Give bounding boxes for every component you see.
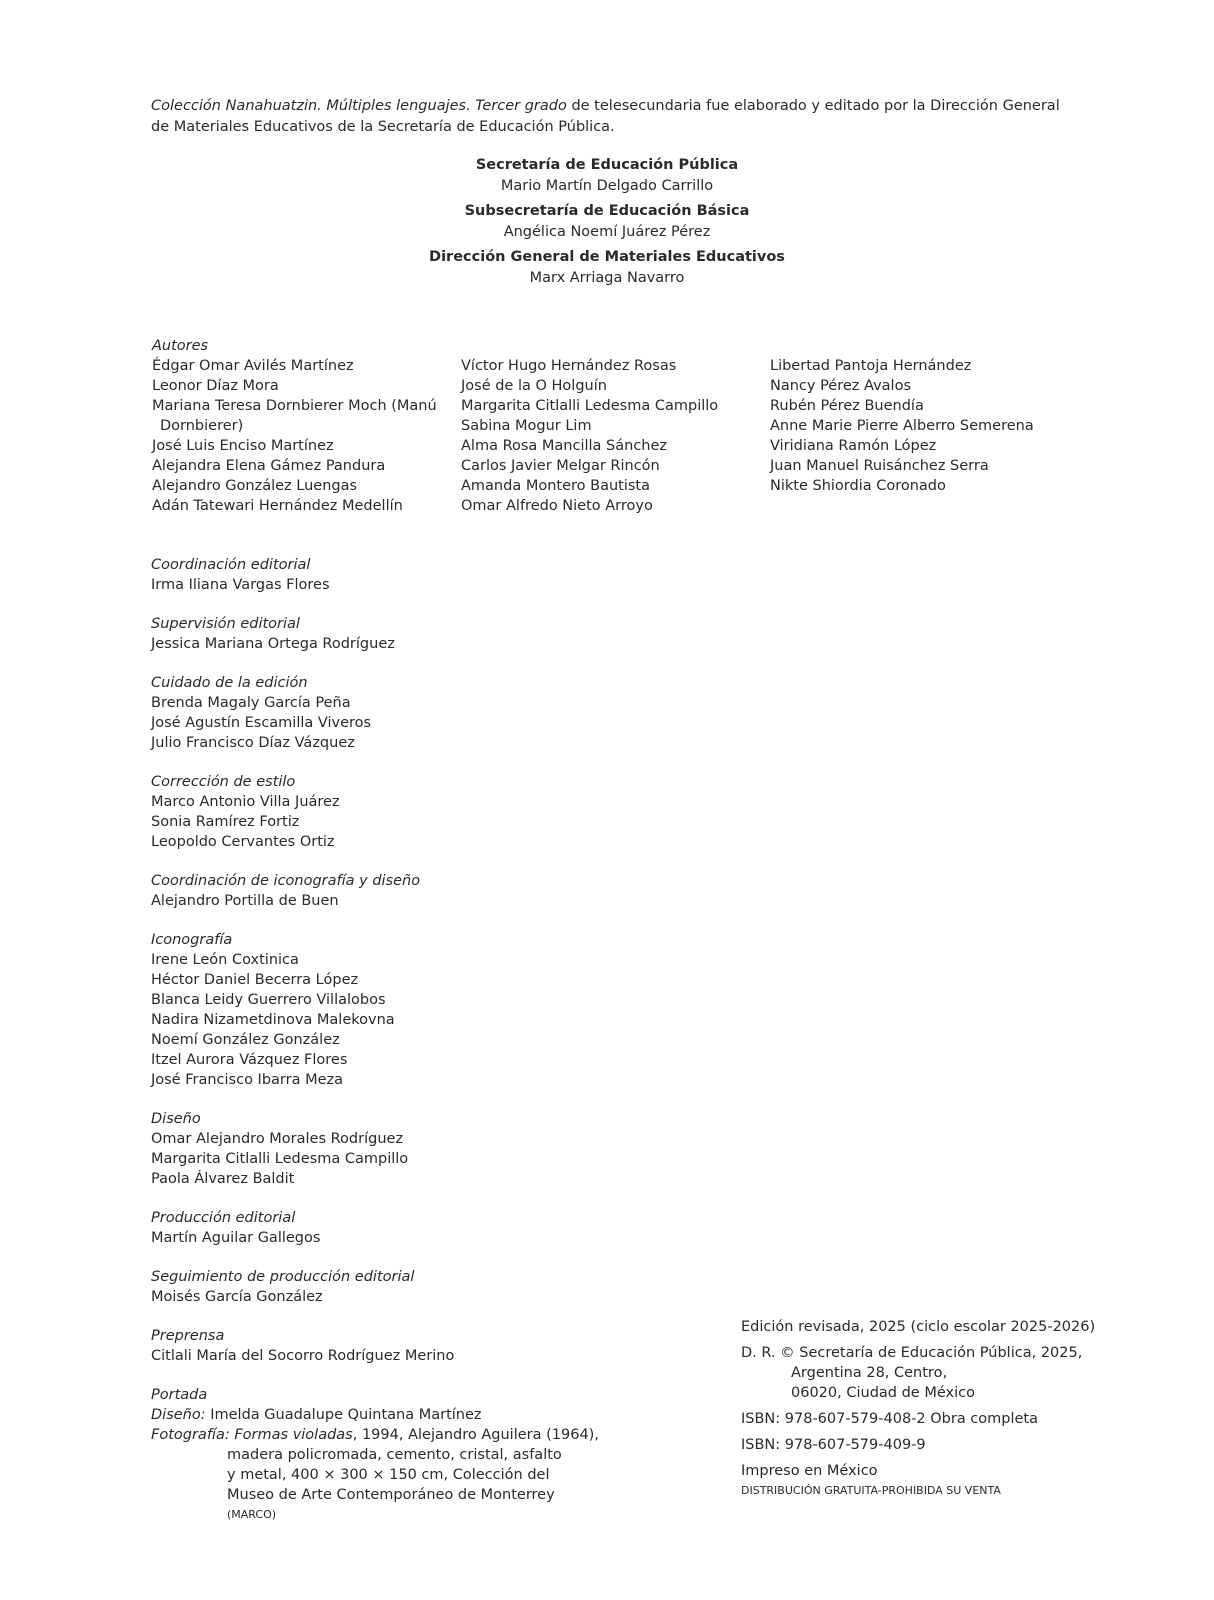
- isbn: ISBN: 978-607-579-409-9: [741, 1437, 926, 1453]
- author-name: Mariana Teresa Dornbierer Moch (Manú: [152, 398, 437, 414]
- credit-name: Noemí González González: [151, 1032, 340, 1048]
- org-seb: Subsecretaría de Educación Básica: [464, 203, 750, 219]
- author-name: Édgar Omar Avilés Martínez: [152, 358, 354, 374]
- authors-column-3: [770, 356, 1060, 496]
- author-name: Amanda Montero Bautista: [461, 478, 650, 494]
- officials-block: [0, 155, 1214, 289]
- credit-section: [151, 930, 599, 1090]
- credit-label: Supervisión editorial: [151, 616, 300, 632]
- portada-photo: [151, 1425, 599, 1445]
- credit-name: José Agustín Escamilla Viveros: [151, 715, 372, 731]
- isbn-block: [741, 1435, 1095, 1455]
- intro-paragraph: [151, 96, 1081, 138]
- author-name: Rubén Pérez Buendía: [770, 398, 924, 414]
- author-name: Adán Tatewari Hernández Medellín: [152, 498, 403, 514]
- author-name: Nikte Shiordia Coronado: [770, 478, 946, 494]
- author-name: Viridiana Ramón López: [770, 438, 937, 454]
- photo-label: Fotografía:: [151, 1427, 235, 1443]
- photo-line: , 1994, Alejandro Aguilera (1964),: [352, 1427, 599, 1443]
- credit-name: Moisés García González: [151, 1289, 323, 1305]
- address-line: Argentina 28, Centro,: [791, 1365, 948, 1381]
- distribution-note: DISTRIBUCIÓN GRATUITA-PROHIBIDA SU VENTA: [741, 1484, 1001, 1497]
- credit-name: Margarita Citlalli Ledesma Campillo: [151, 1151, 409, 1167]
- author-name: Libertad Pantoja Hernández: [770, 358, 972, 374]
- edition-revised-block: [741, 1317, 1095, 1337]
- copyright-block: [741, 1343, 1095, 1403]
- credit-name: José Francisco Ibarra Meza: [151, 1072, 344, 1088]
- credit-label: Iconografía: [151, 932, 233, 948]
- author-name: Alejandra Elena Gámez Pandura: [152, 458, 386, 474]
- intro-text: de telesecundaria fue elaborado y editado por la Dirección General de Materiales Educativos de la Secretaría de Educación Pública.: [151, 98, 1060, 135]
- credit-label: Corrección de estilo: [151, 774, 296, 790]
- author-name: Sabina Mogur Lim: [461, 418, 592, 434]
- credit-name: Blanca Leidy Guerrero Villalobos: [151, 992, 386, 1008]
- credit-label: Preprensa: [151, 1328, 225, 1344]
- author-name: Nancy Pérez Avalos: [770, 378, 912, 394]
- author-name: Alejandro González Luengas: [152, 478, 358, 494]
- author-name: Carlos Javier Melgar Rincón: [461, 458, 660, 474]
- author-name: Leonor Díaz Mora: [152, 378, 279, 394]
- credit-name: Brenda Magaly García Peña: [151, 695, 351, 711]
- credit-name: Martín Aguilar Gallegos: [151, 1230, 321, 1246]
- author-name: Margarita Citlalli Ledesma Campillo: [461, 398, 719, 414]
- credit-section: [151, 673, 599, 753]
- credit-name: Héctor Daniel Becerra López: [151, 972, 359, 988]
- book-title: Colección Nanahuatzin. Múltiples lenguajes. Tercer grado: [151, 98, 567, 114]
- credit-label: Cuidado de la edición: [151, 675, 308, 691]
- credit-name: Irene León Coxtinica: [151, 952, 299, 968]
- portada-section: [151, 1385, 599, 1525]
- credit-name: Citlali María del Socorro Rodríguez Merino: [151, 1348, 455, 1364]
- author-name: Omar Alfredo Nieto Arroyo: [461, 498, 653, 514]
- edition-revised: Edición revisada, 2025 (ciclo escolar 2025-2026): [741, 1319, 1096, 1335]
- printed-in: Impreso en México: [741, 1463, 878, 1479]
- credit-name: Julio Francisco Díaz Vázquez: [151, 735, 355, 751]
- credit-name: Leopoldo Cervantes Ortiz: [151, 834, 335, 850]
- credit-name: Sonia Ramírez Fortiz: [151, 814, 300, 830]
- credit-name: Marco Antonio Villa Juárez: [151, 794, 340, 810]
- credit-label: Coordinación editorial: [151, 557, 311, 573]
- credit-label: Producción editorial: [151, 1210, 296, 1226]
- credit-section: [151, 1208, 599, 1248]
- author-name: José Luis Enciso Martínez: [152, 438, 334, 454]
- isbn-complete-block: [741, 1409, 1095, 1429]
- design-label: Diseño:: [151, 1407, 206, 1423]
- org-dgme: Dirección General de Materiales Educativos: [429, 249, 785, 265]
- photo-title: Formas violadas: [234, 1427, 353, 1443]
- portada-design: [151, 1405, 599, 1425]
- credit-name: Nadira Nizametdinova Malekovna: [151, 1012, 395, 1028]
- copyright-line: D. R. © Secretaría de Educación Pública, 2025,: [741, 1345, 1083, 1361]
- photo-line: Museo de Arte Contemporáneo de Monterrey: [227, 1487, 555, 1503]
- authors-column-1: [152, 336, 442, 516]
- isbn-complete: ISBN: 978-607-579-408-2 Obra completa: [741, 1411, 1039, 1427]
- credit-section: [151, 871, 599, 911]
- credit-section: [151, 772, 599, 852]
- credit-label: Seguimiento de producción editorial: [151, 1269, 415, 1285]
- portada-label: Portada: [151, 1387, 208, 1403]
- photo-line: y metal, 400 × 300 × 150 cm, Colección del: [227, 1467, 550, 1483]
- credit-section: [151, 1326, 599, 1366]
- printed-block: [741, 1461, 1095, 1501]
- authors-column-2: [461, 356, 751, 516]
- person-seb: Angélica Noemí Juárez Pérez: [503, 224, 711, 240]
- credit-name: Alejandro Portilla de Buen: [151, 893, 339, 909]
- address-line: 06020, Ciudad de México: [791, 1385, 975, 1401]
- credit-name: Paola Álvarez Baldit: [151, 1171, 295, 1187]
- credit-section: [151, 614, 599, 654]
- credit-section: [151, 1109, 599, 1189]
- credit-name: Irma Iliana Vargas Flores: [151, 577, 330, 593]
- credit-name: Itzel Aurora Vázquez Flores: [151, 1052, 348, 1068]
- author-name: Víctor Hugo Hernández Rosas: [461, 358, 677, 374]
- credit-label: Diseño: [151, 1111, 201, 1127]
- person-dgme: Marx Arriaga Navarro: [529, 270, 685, 286]
- person-sep: Mario Martín Delgado Carrillo: [500, 178, 714, 194]
- author-name: Juan Manuel Ruisánchez Serra: [770, 458, 989, 474]
- credit-section: [151, 555, 599, 595]
- edition-info: [741, 1317, 1095, 1501]
- credits-list: [151, 555, 599, 1525]
- credit-section: [151, 1267, 599, 1307]
- authors-label: Autores: [152, 338, 209, 354]
- design-name: Imelda Guadalupe Quintana Martínez: [205, 1407, 482, 1423]
- author-name: Dornbierer): [160, 418, 244, 434]
- credit-name: Omar Alejandro Morales Rodríguez: [151, 1131, 404, 1147]
- author-name: Alma Rosa Mancilla Sánchez: [461, 438, 668, 454]
- credit-name: Jessica Mariana Ortega Rodríguez: [151, 636, 395, 652]
- org-sep: Secretaría de Educación Pública: [475, 157, 739, 173]
- author-name: José de la O Holguín: [461, 378, 607, 394]
- photo-note: (MARCO): [227, 1508, 277, 1521]
- author-name: Anne Marie Pierre Alberro Semerena: [770, 418, 1034, 434]
- photo-line: madera policromada, cemento, cristal, asfalto: [227, 1447, 562, 1463]
- credit-label: Coordinación de iconografía y diseño: [151, 873, 421, 889]
